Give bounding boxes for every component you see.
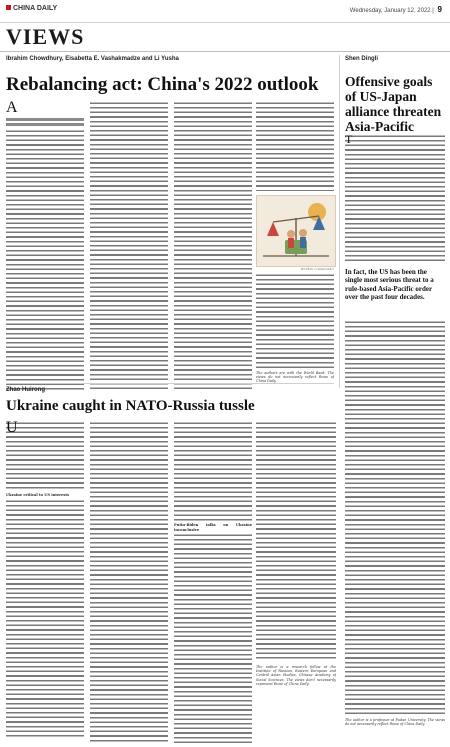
- article1-title: Rebalancing act: China's 2022 outlook: [6, 74, 319, 95]
- column-divider: [339, 55, 340, 388]
- article1-col1: [6, 101, 84, 390]
- china-daily-logo: [6, 5, 57, 12]
- article1-col4-bottom: [256, 273, 334, 390]
- article1-col4-top: [256, 101, 334, 191]
- article2-title: Offensive goals of US-Japan alliance threaten Asia-Pacific: [345, 74, 442, 134]
- section-divider: [0, 51, 450, 52]
- article1-author-note: The authors are with the World Bank. The views do not necessarily reflect those of China Daily.: [256, 371, 334, 384]
- logo-square-icon: [6, 5, 11, 10]
- article3-col1: [6, 421, 84, 743]
- issue-date: Wednesday, January 12, 2022: [349, 8, 431, 14]
- article3-col3: [174, 421, 252, 743]
- article3-dropcap: U: [6, 421, 18, 436]
- article1-col3: [174, 101, 252, 390]
- photo-credit: JIN DING / CHINA DAILY: [300, 267, 334, 271]
- article2-author-note: The author is a professor at Fudan University. The views do not necessarily reflect those of China Daily.: [345, 718, 445, 727]
- article2-pullquote: In fact, the US has been the single most serious threat to a rule-based Asia-Pacific order over the past four decades.: [345, 268, 434, 302]
- dropcap: A: [6, 101, 18, 116]
- article3-title: Ukraine caught in NATO-Russia tussle: [6, 398, 255, 414]
- article3-subhead-1: Ukraine critical to US interests: [6, 493, 70, 497]
- balance-scale-illustration: [257, 196, 335, 266]
- article1-illustration: [256, 195, 336, 267]
- article2-body-top: [345, 134, 445, 262]
- masthead-bar: [0, 0, 450, 23]
- article1-col2: [90, 101, 168, 390]
- article3-subhead-2: Putin-Biden talks on Ukraine inconclusive: [174, 523, 252, 532]
- article3-col2: [90, 421, 168, 743]
- article2-byline: Shen Dingli: [345, 56, 378, 62]
- dateline: Wednesday, January 12, 2022 | 9: [349, 5, 442, 14]
- article3-col4: [256, 421, 336, 743]
- logo-text: CHINA DAILY: [13, 5, 58, 12]
- article2-dropcap: T: [345, 134, 353, 146]
- article2-body-bottom: [345, 320, 445, 740]
- article-divider: [6, 383, 334, 384]
- section-title: VIEWS: [6, 24, 85, 49]
- article3-author-note: The author is a research fellow at the Institute of Russian, Eastern European and Central Asian Studies, Chinese Academy of Social Sciences. The views don't necessarily represent those of China Daily.: [256, 665, 336, 686]
- article3-byline: Zhao Huirong: [6, 387, 45, 393]
- article1-byline: Ibrahim Chowdhury, Eisabetta E. Vashakmadze and Li Yusha: [6, 56, 179, 62]
- page-number: 9: [437, 5, 442, 14]
